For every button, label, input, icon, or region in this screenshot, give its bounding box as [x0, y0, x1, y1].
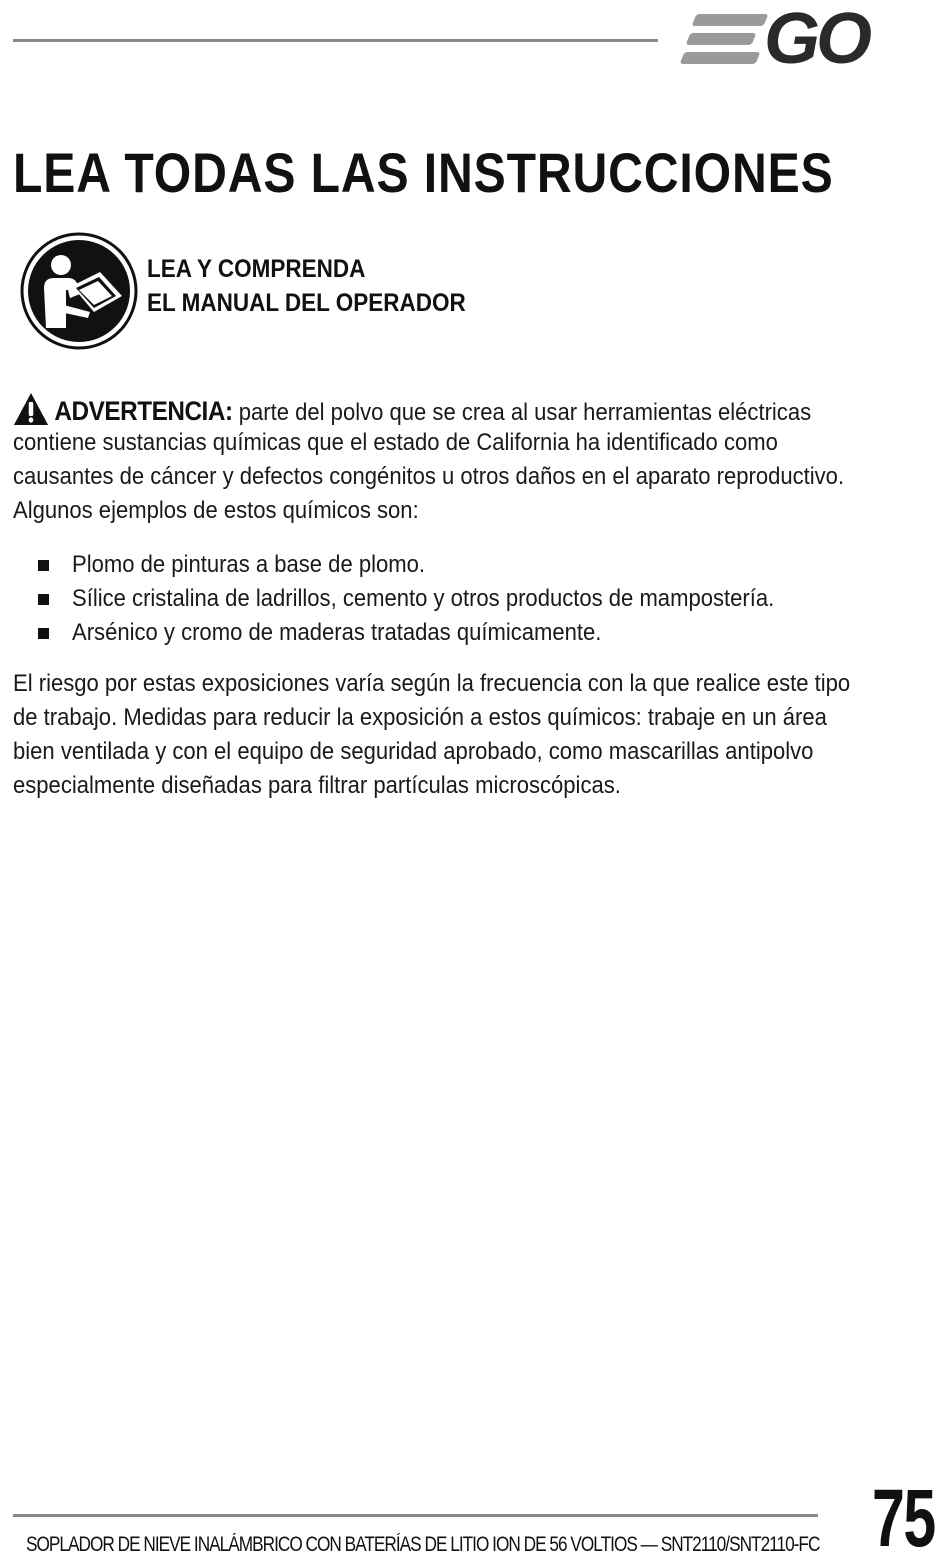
- ego-logo: [680, 0, 937, 79]
- warning-label: ADVERTENCIA:: [54, 396, 233, 426]
- page-title: LEA TODAS LAS INSTRUCCIONES: [13, 141, 834, 204]
- warning-line3: causantes de cáncer y defectos congénitos u otros daños en el aparato reproductivo.: [13, 463, 845, 490]
- warning-line4: Algunos ejemplos de estos químicos son:: [13, 497, 419, 524]
- list-item: Plomo de pinturas a base de plomo.: [36, 548, 852, 582]
- list-item: Arsénico y cromo de maderas tratadas químicamente.: [36, 616, 852, 650]
- logo-e-bars: [680, 12, 770, 66]
- footer-text: SOPLADOR DE NIEVE INALÁMBRICO CON BATERÍAS DE LITIO ION DE 56 VOLTIOS — SNT2110/SNT2110-FC: [26, 1533, 820, 1556]
- risk-paragraph: [13, 667, 943, 803]
- chemical-list: [36, 548, 852, 650]
- bullet-square-icon: [38, 628, 49, 639]
- list-item: Sílice cristalina de ladrillos, cemento y otros productos de mampostería.: [36, 582, 852, 616]
- warning-paragraph: [13, 392, 923, 528]
- risk-line3: bien ventilada y con el equipo de seguridad aprobado, como mascarillas antipolvo: [13, 738, 814, 765]
- header-rule: [13, 39, 658, 42]
- footer-rule: [13, 1514, 818, 1517]
- page-number: 75: [872, 1473, 935, 1564]
- logo-wordmark: GO: [764, 0, 869, 79]
- risk-line4: especialmente diseñadas para filtrar partículas microscópicas.: [13, 772, 621, 799]
- warning-triangle-icon: [13, 392, 49, 426]
- warning-line2: contiene sustancias químicas que el estado de California ha identificado como: [13, 429, 778, 456]
- warning-line1: parte del polvo que se crea al usar herramientas eléctricas: [238, 399, 812, 426]
- risk-line2: de trabajo. Medidas para reducir la exposición a estos químicos: trabaje en un área: [13, 704, 827, 731]
- risk-line1: El riesgo por estas exposiciones varía según la frecuencia con la que realice este tipo: [13, 670, 851, 697]
- manual-notice-line2: EL MANUAL DEL OPERADOR: [147, 289, 466, 317]
- manual-notice-line1: LEA Y COMPRENDA: [147, 255, 366, 283]
- manual-notice: [147, 252, 466, 320]
- read-manual-icon: [20, 232, 138, 350]
- bullet-square-icon: [38, 594, 49, 605]
- bullet-square-icon: [38, 560, 49, 571]
